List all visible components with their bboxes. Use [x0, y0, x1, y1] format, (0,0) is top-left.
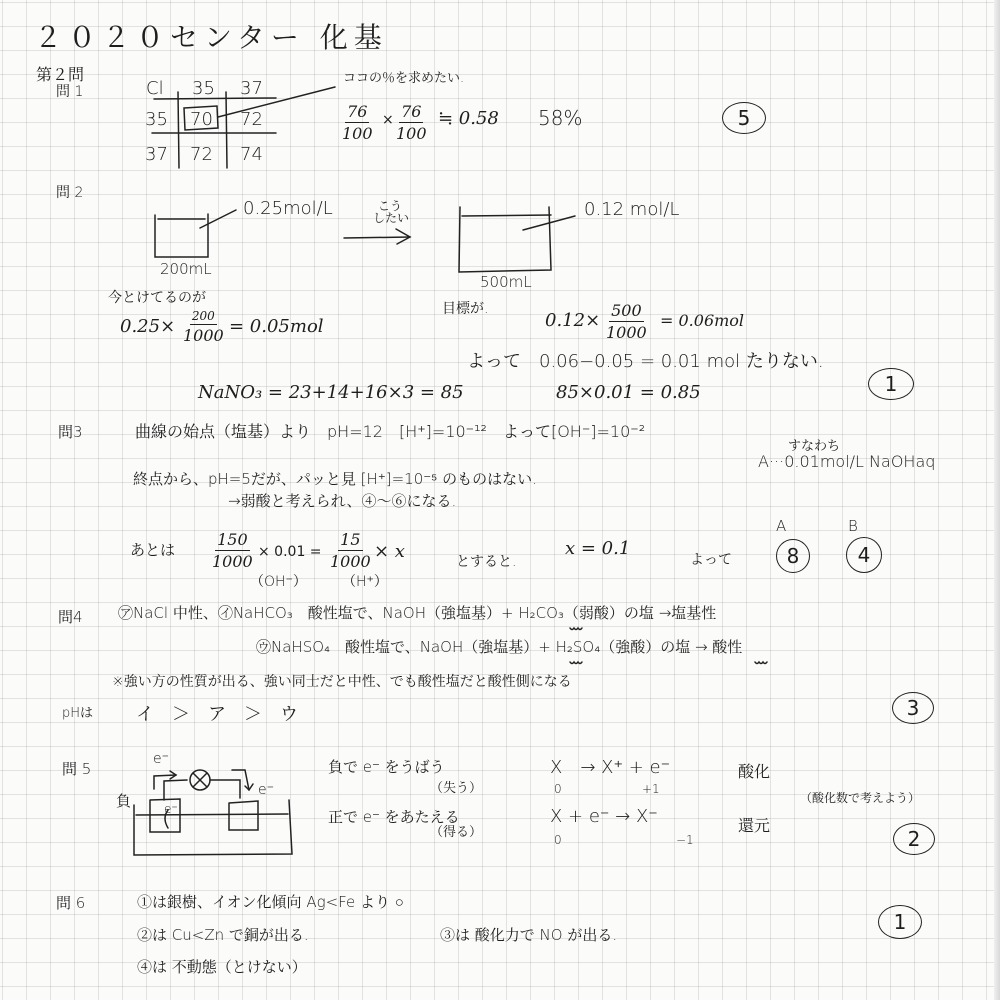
molar-mass-line: NaNO₃ = 23+14+16×3 = 85 — [198, 382, 464, 403]
ph-order: イ ＞ ア ＞ ウ — [136, 704, 298, 725]
q3-label: 問3 — [58, 423, 83, 441]
ox-number: +1 — [642, 782, 660, 796]
answer-badge: 4 — [846, 537, 882, 573]
q4-note: ※強い方の性質が出る、強い同士だと中性、でも酸性塩だと酸性側になる — [112, 674, 572, 690]
ox-number: −1 — [676, 833, 694, 847]
oh-label: （OH⁻） — [250, 574, 307, 590]
paper-edge — [994, 0, 1000, 1000]
oxidation-equation: X → X⁺ + e⁻ — [550, 757, 671, 778]
answer-a-label: A — [776, 517, 787, 535]
reduction-label: 還元 — [738, 816, 771, 835]
calc-text: × x — [374, 541, 405, 562]
fraction: $\frac{15}{1000}$ — [330, 530, 371, 571]
fraction: $\frac{76}{100}$ — [396, 102, 427, 143]
pos-sub: （得る） — [430, 825, 483, 840]
q3-conclusion-a: A···0.01mol/L NaOHaq — [758, 452, 936, 471]
electron-label: e⁻ — [258, 782, 275, 798]
x-result: x = 0.1 — [565, 538, 631, 559]
times-sign: × — [382, 112, 394, 128]
table-row-header: 35 — [145, 109, 168, 130]
calc-text: × 0.01 = — [258, 544, 322, 560]
table-col-header: 37 — [240, 78, 263, 99]
difference-line: よって 0.06−0.05 = 0.01 mol たりない. — [467, 351, 824, 372]
fraction: 200 1000 — [183, 309, 224, 345]
current-label: 今とけてるのが — [108, 290, 206, 306]
beaker2-concentration: 0.12 mol/L — [584, 199, 680, 220]
answer-badge: 2 — [893, 823, 935, 855]
fraction: $\frac{76}{100}$ — [342, 102, 373, 143]
q1-label: 問 1 — [56, 84, 84, 100]
q6-line1: ①は銀樹、イオン化傾向 Ag<Fe より ○ — [137, 893, 404, 911]
pos-line: 正で e⁻ をあたえる — [328, 808, 460, 826]
answer-badge: 5 — [722, 102, 766, 134]
q1-percent: 58% — [538, 106, 583, 130]
q6-line2a: ②は Cu<Zn で銅が出る. — [137, 926, 309, 944]
q3-tosuru: とすると. — [456, 554, 517, 570]
negative-electrode-label: 負 — [116, 792, 132, 810]
oxidation-label: 酸化 — [738, 762, 771, 781]
beaker2-volume: 500mL — [480, 273, 532, 291]
answer-badge: 8 — [776, 539, 810, 573]
table-cell-highlighted: 70 — [190, 109, 213, 130]
table-cell: 72 — [190, 144, 213, 165]
q6-label: 問 6 — [56, 894, 86, 912]
electron-label: e⁻ — [153, 751, 170, 767]
table-cell: 74 — [240, 144, 263, 165]
q4-line2: ㋒NaHSO₄ 酸性塩で、NaOH（強塩基）+ H₂SO₄（強酸）の塩 → 酸性 — [256, 638, 743, 656]
calc-result: = 0.06mol — [660, 311, 745, 330]
neg-sub: （失う） — [430, 781, 483, 796]
answer-badge: 1 — [868, 368, 914, 400]
q3-sunawachi: すなわち — [788, 439, 841, 454]
table-col-header: 35 — [192, 78, 215, 99]
calc-text: 0.25× — [120, 316, 176, 337]
calc-result: = 0.05mol — [229, 316, 324, 337]
target-label: 目標が. — [442, 301, 489, 317]
q3-yotte: よって — [690, 552, 732, 568]
q2-label: 問 2 — [56, 185, 84, 201]
q4-line1: ㋐NaCl 中性、㋑NaHCO₃ 酸性塩で、NaOH（強塩基）+ H₂CO₃（弱酸）の塩 →塩基性 — [118, 604, 717, 622]
q6-line3: ④は 不動態（とけない） — [137, 958, 307, 976]
arrow-note: こう — [378, 199, 403, 213]
q5-label: 問 5 — [62, 760, 92, 778]
arrow-note: したい — [373, 211, 410, 225]
answer-b-label: B — [848, 517, 858, 535]
q6-line2b: ③は 酸化力で NO が出る. — [440, 926, 618, 944]
table-corner: Cl — [146, 78, 164, 99]
q3-atowa: あとは — [130, 541, 176, 559]
q4-label: 問4 — [58, 608, 83, 626]
table-cell: 72 — [240, 109, 263, 130]
calc-text: 0.12× — [545, 310, 601, 331]
fraction: $\frac{150}{1000}$ — [212, 530, 253, 571]
beaker1-volume: 200mL — [160, 260, 212, 278]
q3-line2: 終点から、pH=5だが、パッと見 [H⁺]=10⁻⁵ のものはない. — [133, 470, 537, 488]
mass-line: 85×0.01 = 0.85 — [556, 382, 701, 403]
q3-line3: →弱酸と考えられ、④〜⑥になる. — [228, 492, 457, 510]
answer-badge: 3 — [892, 692, 934, 724]
neg-line: 負で e⁻ をうばう — [328, 758, 445, 776]
hint-text: （酸化数で考えよう） — [800, 791, 921, 805]
ox-number: 0 — [554, 833, 562, 847]
page-title: ２０２０センター 化基 — [34, 21, 388, 54]
q3-line1: 曲線の始点（塩基）より pH=12 [H⁺]=10⁻¹² よって[OH⁻]=10⁻² — [135, 422, 646, 441]
q1-result: ≒ 0.58 — [438, 108, 499, 129]
electron-label: e⁻ — [164, 802, 178, 816]
reduction-equation: X + e⁻ → X⁻ — [550, 806, 658, 827]
beaker1-concentration: 0.25mol/L — [243, 198, 333, 219]
ox-number: 0 — [554, 782, 562, 796]
q1-note: ココの％を求めたい. — [343, 71, 465, 86]
ph-label: pHは — [62, 706, 94, 721]
h-label: （H⁺） — [342, 574, 388, 590]
table-row-header: 37 — [145, 144, 168, 165]
answer-badge: 1 — [878, 905, 922, 939]
section-heading: 第２問 — [36, 65, 85, 84]
fraction: $\frac{500}{1000}$ — [606, 301, 647, 342]
